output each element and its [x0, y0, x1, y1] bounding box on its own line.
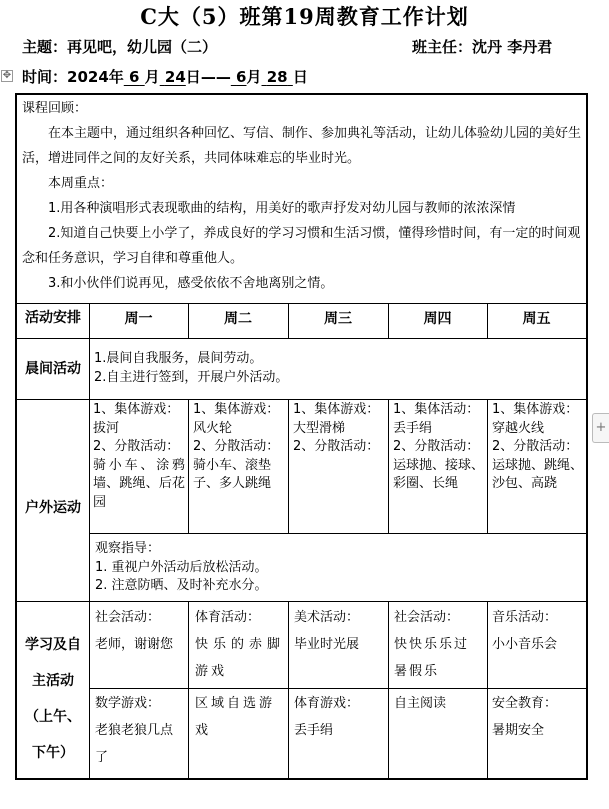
theme-label: 主题：: [22, 38, 68, 56]
outdoor-day-5-line-4: 运球抛、跳绳、沙包、高跷: [492, 457, 584, 491]
outdoor-day-2-line-2: 风火轮: [193, 420, 233, 436]
morning-items: [94, 350, 580, 387]
guidance-item-2: 2. 注意防晒、及时补充水分。: [95, 578, 268, 593]
rule-col-3c: [388, 601, 389, 778]
focus-point-1: 1.用各种演唱形式表现歌曲的结构，用美好的歌声抒发对幼儿园与教师的浓浓深情: [48, 201, 516, 216]
move-anchor-icon[interactable]: ✥: [2, 70, 12, 81]
study-row2-day-5-category: 安全教育：: [492, 696, 558, 711]
outdoor-day-4-line-2: 丢手绢: [393, 420, 433, 436]
header-day-3: 周三: [324, 311, 352, 327]
add-column-icon[interactable]: +: [592, 413, 609, 443]
study-row2-day-4-category: 自主阅读: [394, 696, 447, 711]
outdoor-day-1-line-1: 1、集体游戏：: [93, 402, 180, 417]
rule-label-column: [89, 303, 90, 778]
study-row1-day-4-category: 社会活动：: [394, 610, 460, 625]
study-row2-day-5: [492, 690, 582, 744]
outdoor-day-4: [393, 401, 485, 494]
study-label-line-3: （上午、: [25, 709, 81, 725]
study-row1-day-5-category: 音乐活动：: [492, 610, 558, 625]
period-start-day: 24: [164, 68, 186, 86]
outdoor-day-4-line-4: 运球抛、接球、彩圈、长绳: [393, 457, 485, 491]
outdoor-day-2-line-1: 1、集体游戏：: [193, 402, 280, 417]
outdoor-day-5-line-1: 1、集体游戏：: [492, 402, 579, 417]
study-row1-day-4-name: 快快乐乐过暑假乐: [394, 637, 470, 679]
rule-review-bottom: [17, 303, 586, 304]
guidance-item-1: 1. 重视户外活动后放松活动。: [95, 559, 268, 575]
period-start-month: 6: [129, 68, 140, 86]
rule-col-4c: [487, 601, 488, 778]
outdoor-day-4-line-1: 1、集体活动：: [393, 402, 480, 417]
rule-col-1c: [188, 601, 189, 778]
theme-line: [22, 36, 217, 57]
rule-col-1b: [188, 399, 189, 534]
study-row1-day-2: [195, 604, 283, 685]
study-label-line-1: 学习及自: [25, 637, 81, 653]
period-line: [22, 66, 308, 87]
study-row2-day-4: [394, 690, 483, 717]
theme-value: 再见吧，幼儿园（二）: [67, 38, 218, 56]
rule-col-4b: [487, 399, 488, 534]
study-label: [17, 627, 89, 771]
outdoor-day-3-line-1: 1、集体游戏：: [293, 402, 380, 417]
study-row1-day-4: [394, 604, 483, 685]
study-row2-day-1-name: 老狼老狼几点了: [95, 723, 174, 765]
rule-outdoor-bottom: [17, 601, 586, 602]
study-row1-day-1-category: 社会活动：: [95, 610, 161, 625]
study-row1-day-1: [95, 604, 185, 658]
period-month-unit-1: 月: [144, 68, 160, 86]
period-end-month: 6: [236, 68, 247, 86]
rule-morning-bottom: [17, 399, 586, 400]
outdoor-day-1-line-2: 拔河: [93, 420, 120, 436]
period-dash: ——: [200, 68, 231, 86]
study-row1-day-1-name: 老师，谢谢您: [95, 637, 174, 652]
outdoor-day-3: [293, 401, 385, 457]
study-row2-day-1-category: 数学游戏：: [95, 696, 161, 711]
rule-outdoor-days-bottom: [90, 533, 586, 534]
outdoor-day-5-line-3: 2、分散活动：: [492, 439, 579, 454]
teachers-label: 班主任：: [412, 38, 473, 56]
outdoor-day-2-line-3: 2、分散活动：: [193, 439, 280, 454]
focus-point-3: 3.和小伙伴们说再见，感受依依不舍地离别之情。: [48, 276, 334, 291]
rule-header-bottom: [17, 338, 586, 339]
outdoor-day-1: [93, 401, 185, 512]
study-row1-day-2-category: 体育活动：: [195, 610, 261, 625]
period-month-unit-2: 月: [246, 68, 262, 86]
study-row2-day-1: [95, 690, 185, 771]
outdoor-day-1-line-3: 2、分散活动：: [93, 439, 180, 454]
focus-point-2: 2.知道自己快要上小学了，养成良好的学习习惯和生活习惯，懂得珍惜时间，有一定的时间观念和任务意识，学习自律和尊重他人。: [22, 226, 581, 266]
guidance-title: 观察指导：: [95, 541, 161, 556]
study-row2-day-3-name: 丢手绢: [294, 723, 334, 738]
morning-item-1: 1.晨间自我服务，晨间劳动。: [94, 351, 263, 366]
study-row2-day-3-category: 体育游戏：: [294, 696, 360, 711]
outdoor-day-5-line-2: 穿越火线: [492, 420, 545, 436]
period-end-day: 28: [266, 68, 288, 86]
study-row2-day-2-category: 区域自选游戏: [195, 696, 276, 738]
teachers-value: 沈丹 李丹君: [472, 38, 553, 56]
period-label: 时间：: [22, 68, 68, 86]
review-heading: 课程回顾：: [22, 101, 88, 116]
outdoor-day-4-line-3: 2、分散活动：: [393, 439, 480, 454]
study-row1-day-5-name: 小小音乐会: [492, 637, 558, 652]
study-row2-day-3: [294, 690, 384, 744]
study-row1-day-3-name: 毕业时光展: [294, 637, 360, 652]
review-paragraph: 在本主题中，通过组织各种回忆、写信、制作、参加典礼等活动，让幼儿体验幼儿园的美好生活，增进同伴之间的友好关系，共同体味难忘的毕业时光。: [22, 126, 582, 166]
review-block: [22, 96, 582, 296]
outdoor-day-3-line-3: 2、分散活动：: [293, 439, 380, 454]
rule-col-3b: [388, 399, 389, 534]
teachers-line: [412, 36, 552, 57]
outdoor-day-5: [492, 401, 584, 494]
study-row1-day-5: [492, 604, 582, 658]
outdoor-guidance: [95, 540, 581, 596]
page-title: C大（5）班第19周教育工作计划: [140, 4, 469, 29]
header-day-1: 周一: [124, 311, 153, 327]
study-label-line-4: 下午）: [32, 745, 74, 761]
study-row1-day-3: [294, 604, 384, 658]
morning-item-2: 2.自主进行签到，开展户外活动。: [94, 369, 289, 385]
outdoor-label: 户外运动: [25, 500, 81, 516]
outdoor-day-2-line-4: 骑小车、滚垫子、多人跳绳: [193, 457, 272, 491]
header-day-4: 周四: [423, 311, 452, 327]
period-day-unit-1: 日: [185, 68, 201, 86]
study-row1-day-2-name: 快乐的赤脚游戏: [195, 637, 283, 679]
study-row2-day-2: [195, 690, 283, 744]
study-row2-day-5-name: 暑期安全: [492, 723, 545, 738]
rule-col-2b: [288, 399, 289, 534]
header-day-2: 周二: [224, 311, 252, 327]
outdoor-day-1-line-4: 骑小车、涂鸦墙、跳绳、后花园: [93, 457, 185, 510]
period-day-unit-2: 日: [292, 68, 308, 86]
study-label-line-2: 主活动: [32, 673, 74, 689]
focus-heading: 本周重点：: [48, 176, 114, 191]
outdoor-day-2: [193, 401, 285, 494]
study-row1-day-3-category: 美术活动：: [294, 610, 360, 625]
header-day-5: 周五: [522, 311, 551, 327]
morning-label: 晨间活动: [25, 361, 81, 377]
rule-study-mid: [90, 688, 586, 689]
period-year: 2024年: [67, 68, 124, 86]
rule-col-2c: [288, 601, 289, 778]
outdoor-day-3-line-2: 大型滑梯: [293, 420, 346, 436]
header-activity: 活动安排: [25, 310, 81, 326]
